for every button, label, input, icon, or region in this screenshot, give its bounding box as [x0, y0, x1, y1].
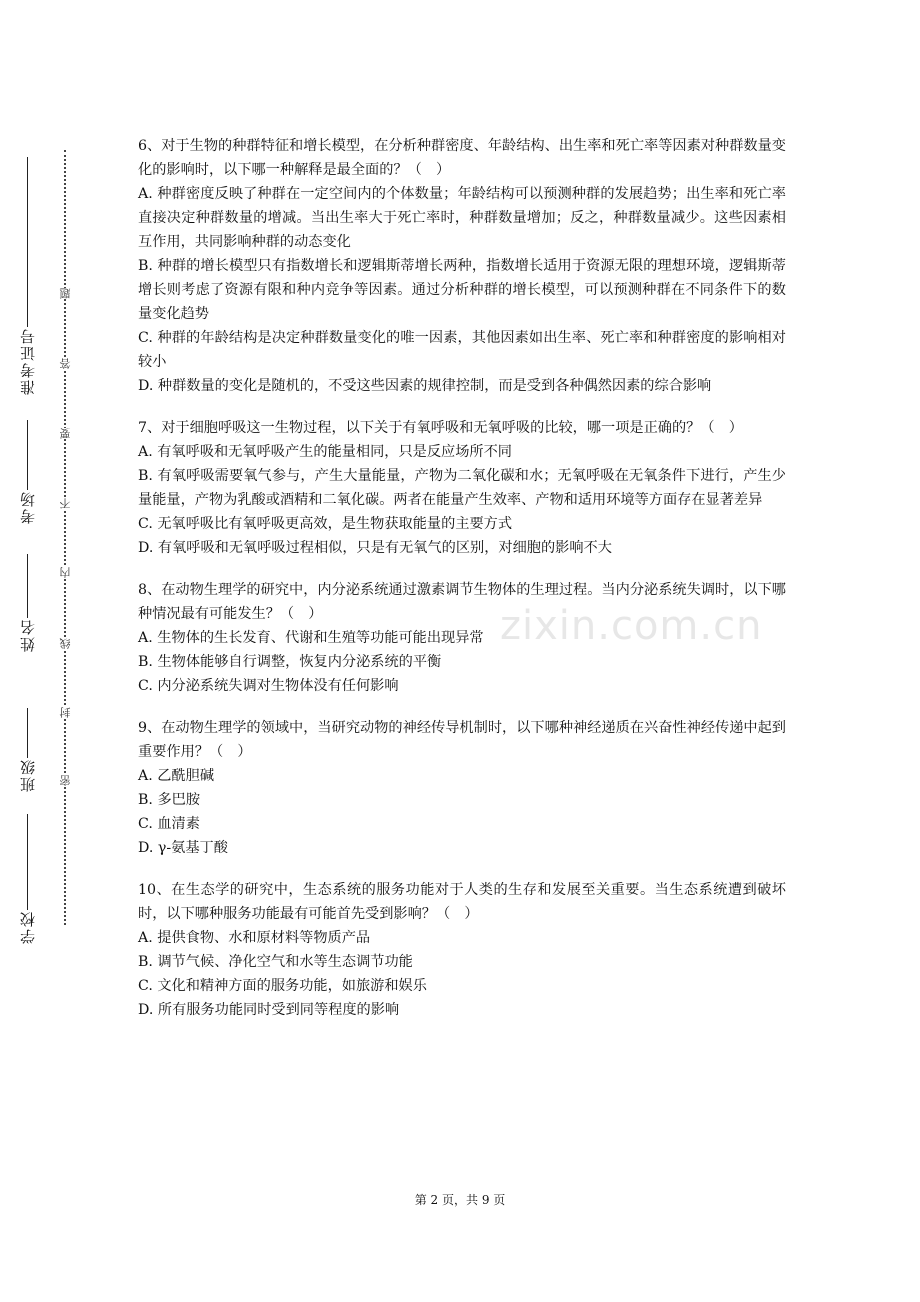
question-6 [138, 134, 786, 398]
option-a: A. 有氧呼吸和无氧呼吸产生的能量相同，只是反应场所不同 [138, 444, 512, 460]
school-label: 学校 [18, 910, 37, 944]
option-c: C. 种群的年龄结构是决定种群数量变化的唯一因素，其他因素如出生率、死亡率和种群密度的影响相对较小 [138, 330, 786, 370]
exam-number-label: 准考证号 [18, 327, 37, 395]
name-label: 姓名 [18, 618, 37, 652]
question-stem: 8、在动物生理学的研究中，内分泌系统通过激素调节生物体的生理过程。当内分泌系统失调时，以下哪种情况最有可能发生？（ ） [138, 582, 786, 622]
class-label: 班级 [18, 758, 37, 792]
exam-number-blank [27, 157, 28, 327]
option-d: D. 所有服务功能同时受到同等程度的影响 [138, 1002, 400, 1018]
seal-char: 密 [59, 775, 72, 786]
seal-dotted-line [64, 150, 66, 925]
seal-char: 内 [59, 567, 72, 578]
option-d: D. 种群数量的变化是随机的，不受这些因素的规律控制，而是受到各种偶然因素的综合影响 [138, 378, 712, 394]
class-blank [27, 708, 28, 758]
option-a: A. 提供食物、水和原材料等物质产品 [138, 930, 371, 946]
question-stem: 10、在生态学的研究中，生态系统的服务功能对于人类的生存和发展至关重要。当生态系统遭到破坏时，以下哪种服务功能最有可能首先受到影响？（ ） [138, 882, 786, 922]
seal-char: 线 [59, 638, 72, 649]
school-field [14, 812, 40, 944]
option-a: A. 种群密度反映了种群在一定空间内的个体数量；年龄结构可以预测种群的发展趋势；出生率和死亡率直接决定种群数量的增减。当出生率大于死亡率时，种群数量增加；反之，种群数量减少。这些因素相互作用，共同影响种群的动态变化 [138, 186, 786, 250]
page-number: 第 2 页，共 9 页 [414, 1193, 506, 1207]
seal-char: 题 [59, 288, 72, 299]
binding-margin [0, 0, 120, 1302]
option-c: C. 内分泌系统失调对生物体没有任何影响 [138, 678, 399, 694]
exam-number-field [14, 155, 40, 395]
name-field [14, 552, 40, 652]
seal-char: 不 [59, 498, 72, 509]
question-stem: 9、在动物生理学的领域中，当研究动物的神经传导机制时，以下哪种神经递质在兴奋性神经传递中起到重要作用？（ ） [138, 720, 786, 760]
option-c: C. 无氧呼吸比有氧呼吸更高效，是生物获取能量的主要方式 [138, 516, 513, 532]
option-c: C. 文化和精神方面的服务功能，如旅游和娱乐 [138, 978, 427, 994]
exam-room-blank [27, 420, 28, 490]
question-8 [138, 578, 786, 698]
question-7 [138, 416, 786, 560]
option-a: A. 乙酰胆碱 [138, 768, 215, 784]
option-a: A. 生物体的生长发育、代谢和生殖等功能可能出现异常 [138, 630, 484, 646]
exam-room-label: 考场 [18, 490, 37, 524]
question-stem: 7、对于细胞呼吸这一生物过程，以下关于有氧呼吸和无氧呼吸的比较，哪一项是正确的？（ ） [138, 420, 743, 436]
option-b: B. 种群的增长模型只有指数增长和逻辑斯蒂增长两种，指数增长适用于资源无限的理想环境，逻辑斯蒂增长则考虑了资源有限和种内竞争等因素。通过分析种群的增长模型，可以预测种群在不同条件下的数量变化趋势 [138, 258, 786, 322]
option-b: B. 多巴胺 [138, 792, 201, 808]
option-b: B. 调节气候、净化空气和水等生态调节功能 [138, 954, 413, 970]
watermark: zixin.com.cn [500, 603, 763, 649]
seal-char: 封 [59, 707, 72, 718]
exam-room-field [14, 418, 40, 524]
option-b: B. 有氧呼吸需要氧气参与，产生大量能量，产物为二氧化碳和水；无氧呼吸在无氧条件下进行，产生少量能量，产物为乳酸或酒精和二氧化碳。两者在能量产生效率、产物和适用环境等方面存在显著差异 [138, 468, 786, 508]
seal-char: 答 [59, 358, 72, 369]
name-blank [27, 554, 28, 618]
option-d: D. 有氧呼吸和无氧呼吸过程相似，只是有无氧气的区别，对细胞的影响不大 [138, 540, 612, 556]
question-stem: 6、对于生物的种群特征和增长模型，在分析种群密度、年龄结构、出生率和死亡率等因素对种群数量变化的影响时，以下哪一种解释是最全面的？（ ） [138, 138, 786, 178]
option-b: B. 生物体能够自行调整，恢复内分泌系统的平衡 [138, 654, 442, 670]
school-blank [27, 814, 28, 910]
question-list [138, 134, 786, 1040]
question-9 [138, 716, 786, 860]
option-d: D. γ-氨基丁酸 [138, 840, 228, 856]
question-10 [138, 878, 786, 1022]
seal-char: 要 [59, 428, 72, 439]
class-field [14, 706, 40, 792]
option-c: C. 血清素 [138, 816, 200, 832]
